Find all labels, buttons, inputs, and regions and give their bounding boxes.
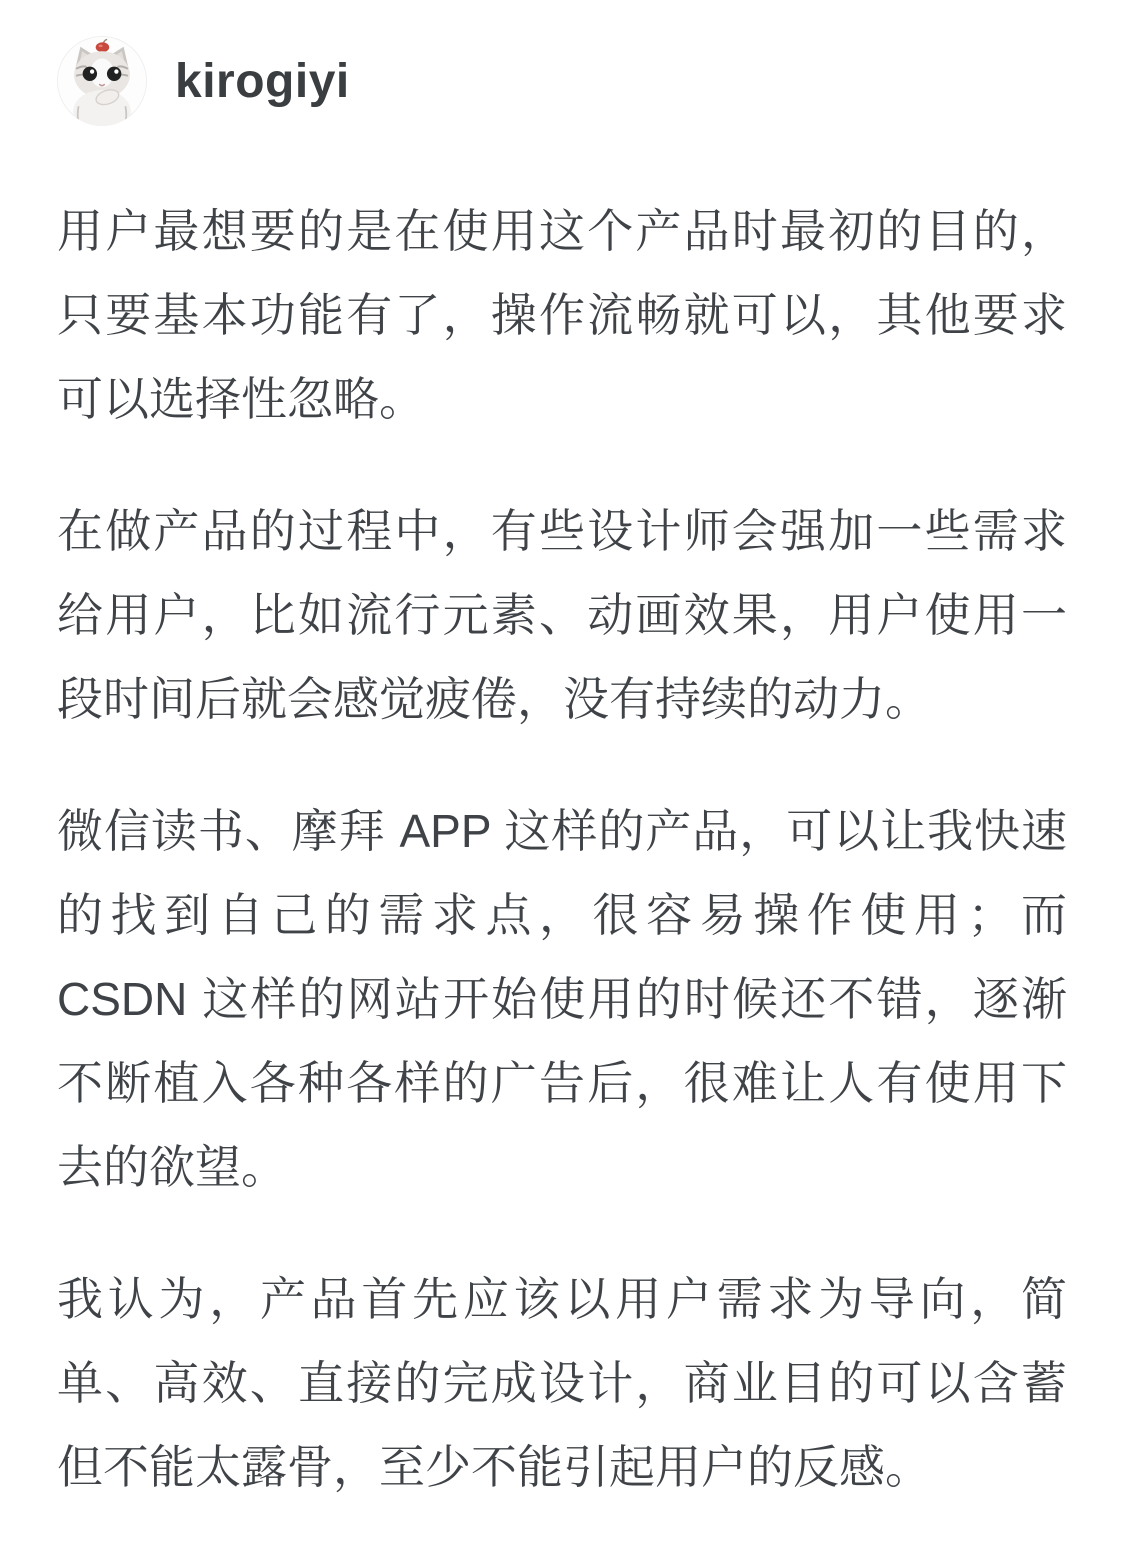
- paragraph-3: 微信读书、摩拜 APP 这样的产品，可以让我快速的找到自己的需求点，很容易操作使用；而 CSDN 这样的网站开始使用的时候还不错，逐渐不断植入各种各样的广告后，很难让人有使用下去的欲望。: [57, 805, 1067, 1193]
- username[interactable]: kirogiyi: [175, 54, 350, 108]
- post-header: [57, 36, 1067, 126]
- paragraph-1: 用户最想要的是在使用这个产品时最初的目的，只要基本功能有了，操作流畅就可以，其他要求可以选择性忽略。: [57, 205, 1067, 425]
- post-body: [57, 189, 1067, 1509]
- paragraph-2: 在做产品的过程中，有些设计师会强加一些需求给用户，比如流行元素、动画效果，用户使用一段时间后就会感觉疲倦，没有持续的动力。: [57, 505, 1067, 725]
- user-avatar[interactable]: [57, 36, 147, 126]
- cat-avatar-icon: [57, 36, 147, 126]
- paragraph-4: 我认为，产品首先应该以用户需求为导向，简单、高效、直接的完成设计，商业目的可以含蓄但不能太露骨，至少不能引起用户的反感。: [57, 1273, 1067, 1493]
